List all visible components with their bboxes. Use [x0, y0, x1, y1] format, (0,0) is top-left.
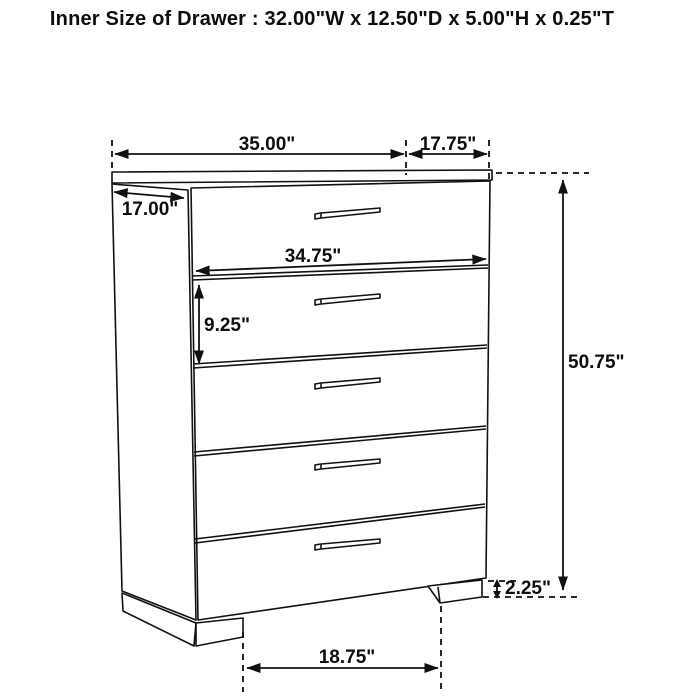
dim-top-width [112, 134, 406, 175]
overall-height-label: 50.75" [568, 352, 625, 373]
page-title: Inner Size of Drawer : 32.00"W x 12.50"D x 5.00"H x 0.25"T [49, 8, 615, 30]
dim-leg-spacing [243, 606, 441, 692]
top-width-label: 35.00" [238, 134, 296, 155]
chest-drawing [112, 170, 492, 646]
drawer-width-label: 34.75" [284, 246, 342, 267]
base-height-label: 2.25" [505, 578, 551, 599]
top-depth-label: 17.75" [419, 134, 477, 155]
dim-overall-height [496, 173, 625, 590]
side-panel [112, 184, 196, 620]
drawer-height-label: 9.25" [204, 315, 250, 336]
top-panel [112, 170, 492, 183]
base-left-leg [196, 618, 243, 646]
leg-spacing-label: 18.75" [318, 647, 376, 668]
side-depth-label: 17.00" [121, 199, 179, 220]
